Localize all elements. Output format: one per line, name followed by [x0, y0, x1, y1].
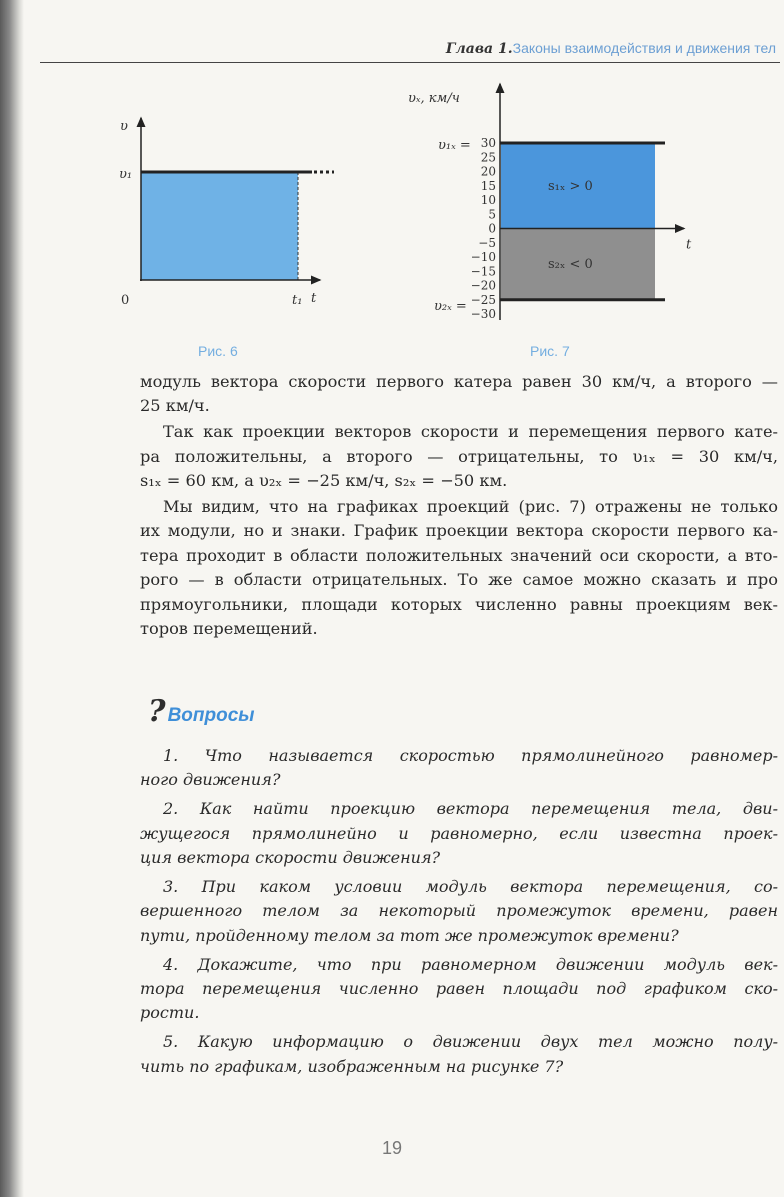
text-line: 25 км/ч.: [140, 396, 210, 416]
text-line: Так как проекции векторов скорости и перемещения первого кате-: [163, 422, 778, 442]
questions-list: [140, 744, 778, 1084]
fig7-tick-label: −10: [470, 250, 496, 264]
fig7-tick-label: 25: [480, 150, 496, 165]
fig7-tick-label: 5: [488, 207, 496, 222]
fig7-v1x-label: υ₁ₓ =: [438, 138, 471, 153]
chapter-label: Глава 1.: [445, 41, 513, 57]
fig6-origin-label: 0: [121, 293, 130, 308]
question-mark-icon: ?: [148, 694, 166, 729]
fig7-t-axis-label: t: [686, 237, 692, 253]
text-line: их модули, но и знаки. График проекции вектора скорости первого ка-: [140, 521, 778, 541]
figure-7: [408, 84, 692, 359]
chapter-title: Законы взаимодействия и движения тел: [512, 40, 776, 56]
fig7-tick-labels: [471, 136, 496, 321]
paragraph: [140, 495, 778, 641]
text-line: торов перемещений.: [140, 618, 318, 638]
questions-heading: [148, 694, 255, 729]
text-line: 3. При каком условии модуль вектора перемещения, со-: [163, 876, 778, 896]
fig6-t-axis-label: t: [311, 291, 317, 306]
text-line: тора перемещения численно равен площади под графиком ско-: [140, 979, 778, 999]
fig7-tick-label: 10: [480, 193, 496, 207]
text-line: s₁ₓ = 60 км, а υ₂ₓ = −25 км/ч, s₂ₓ = −50 км.: [140, 471, 508, 491]
figure-6: [119, 118, 334, 359]
fig6-v-axis-label: υ: [120, 119, 128, 134]
text-line: ция вектора скорости движения?: [140, 848, 441, 868]
text-line: жущегося прямолинейно и равномерно, если известна проек-: [140, 823, 778, 843]
text-line: 5. Какую информацию о движении двух тел можно полу-: [163, 1032, 778, 1052]
question-item: [140, 797, 778, 870]
question-item: [140, 953, 778, 1026]
fig7-tick-label: 0: [488, 221, 496, 236]
text-line: чить по графикам, изображенным на рисунке 7?: [140, 1056, 564, 1076]
text-line: 2. Как найти проекцию вектора перемещения тела, дви-: [163, 799, 778, 819]
question-item: [140, 875, 778, 948]
body-text: [140, 370, 778, 643]
text-line: Мы видим, что на графиках проекций (рис. 7) отражены не только: [163, 496, 778, 516]
fig7-v2x-label: υ₂ₓ =: [434, 298, 467, 314]
text-line: вершенного телом за некоторый промежуток времени, равен: [140, 901, 778, 921]
fig7-s2x-label: s₂ₓ < 0: [548, 257, 593, 273]
questions-title: Вопросы: [167, 705, 255, 726]
fig7-s1x-label: s₁ₓ > 0: [548, 178, 593, 194]
fig7-tick-label: 15: [480, 178, 496, 193]
question-item: [140, 744, 778, 793]
fig7-caption: Рис. 7: [530, 343, 570, 359]
fig7-tick-label: −5: [478, 235, 496, 250]
paragraph: [140, 370, 778, 419]
text-line: модуль вектора скорости первого катера равен 30 км/ч, а второго —: [140, 372, 778, 391]
question-item: [140, 1030, 778, 1079]
fig6-t1-label: t₁: [292, 293, 303, 308]
paragraph: [140, 420, 778, 493]
fig6-v1-label: υ₁: [119, 167, 133, 182]
text-line: ра положительны, а второго — отрицательны, то υ₁ₓ = 30 км/ч,: [140, 446, 778, 466]
text-line: ного движения?: [140, 770, 281, 790]
fig7-tick-label: −30: [470, 307, 496, 321]
text-line: 1. Что называется скоростью прямолинейного равномер-: [163, 746, 778, 765]
fig7-v-axis-label: υₓ, км/ч: [408, 91, 460, 106]
text-line: тера проходит в области положительных значений оси скорости, а вто-: [140, 545, 778, 565]
text-line: рого — в области отрицательных. То же самое можно сказать и про: [140, 570, 778, 590]
fig7-tick-label: −20: [470, 278, 496, 293]
fig7-tick-label: 30: [480, 136, 496, 150]
fig7-tick-label: −25: [470, 292, 496, 307]
text-line: пути, пройденному телом за тот же промежуток времени?: [140, 925, 679, 945]
fig7-tick-label: 20: [480, 164, 496, 179]
text-line: 4. Докажите, что при равномерном движении модуль век-: [163, 954, 778, 974]
text-line: прямоугольники, площади которых численно равны проекциям век-: [140, 594, 778, 614]
fig6-caption: Рис. 6: [198, 343, 238, 359]
text-line: рости.: [140, 1003, 200, 1023]
fig7-tick-label: −15: [470, 264, 496, 279]
page-number: 19: [381, 1138, 403, 1158]
figures: [0, 0, 784, 370]
fig6-area: [141, 172, 298, 280]
